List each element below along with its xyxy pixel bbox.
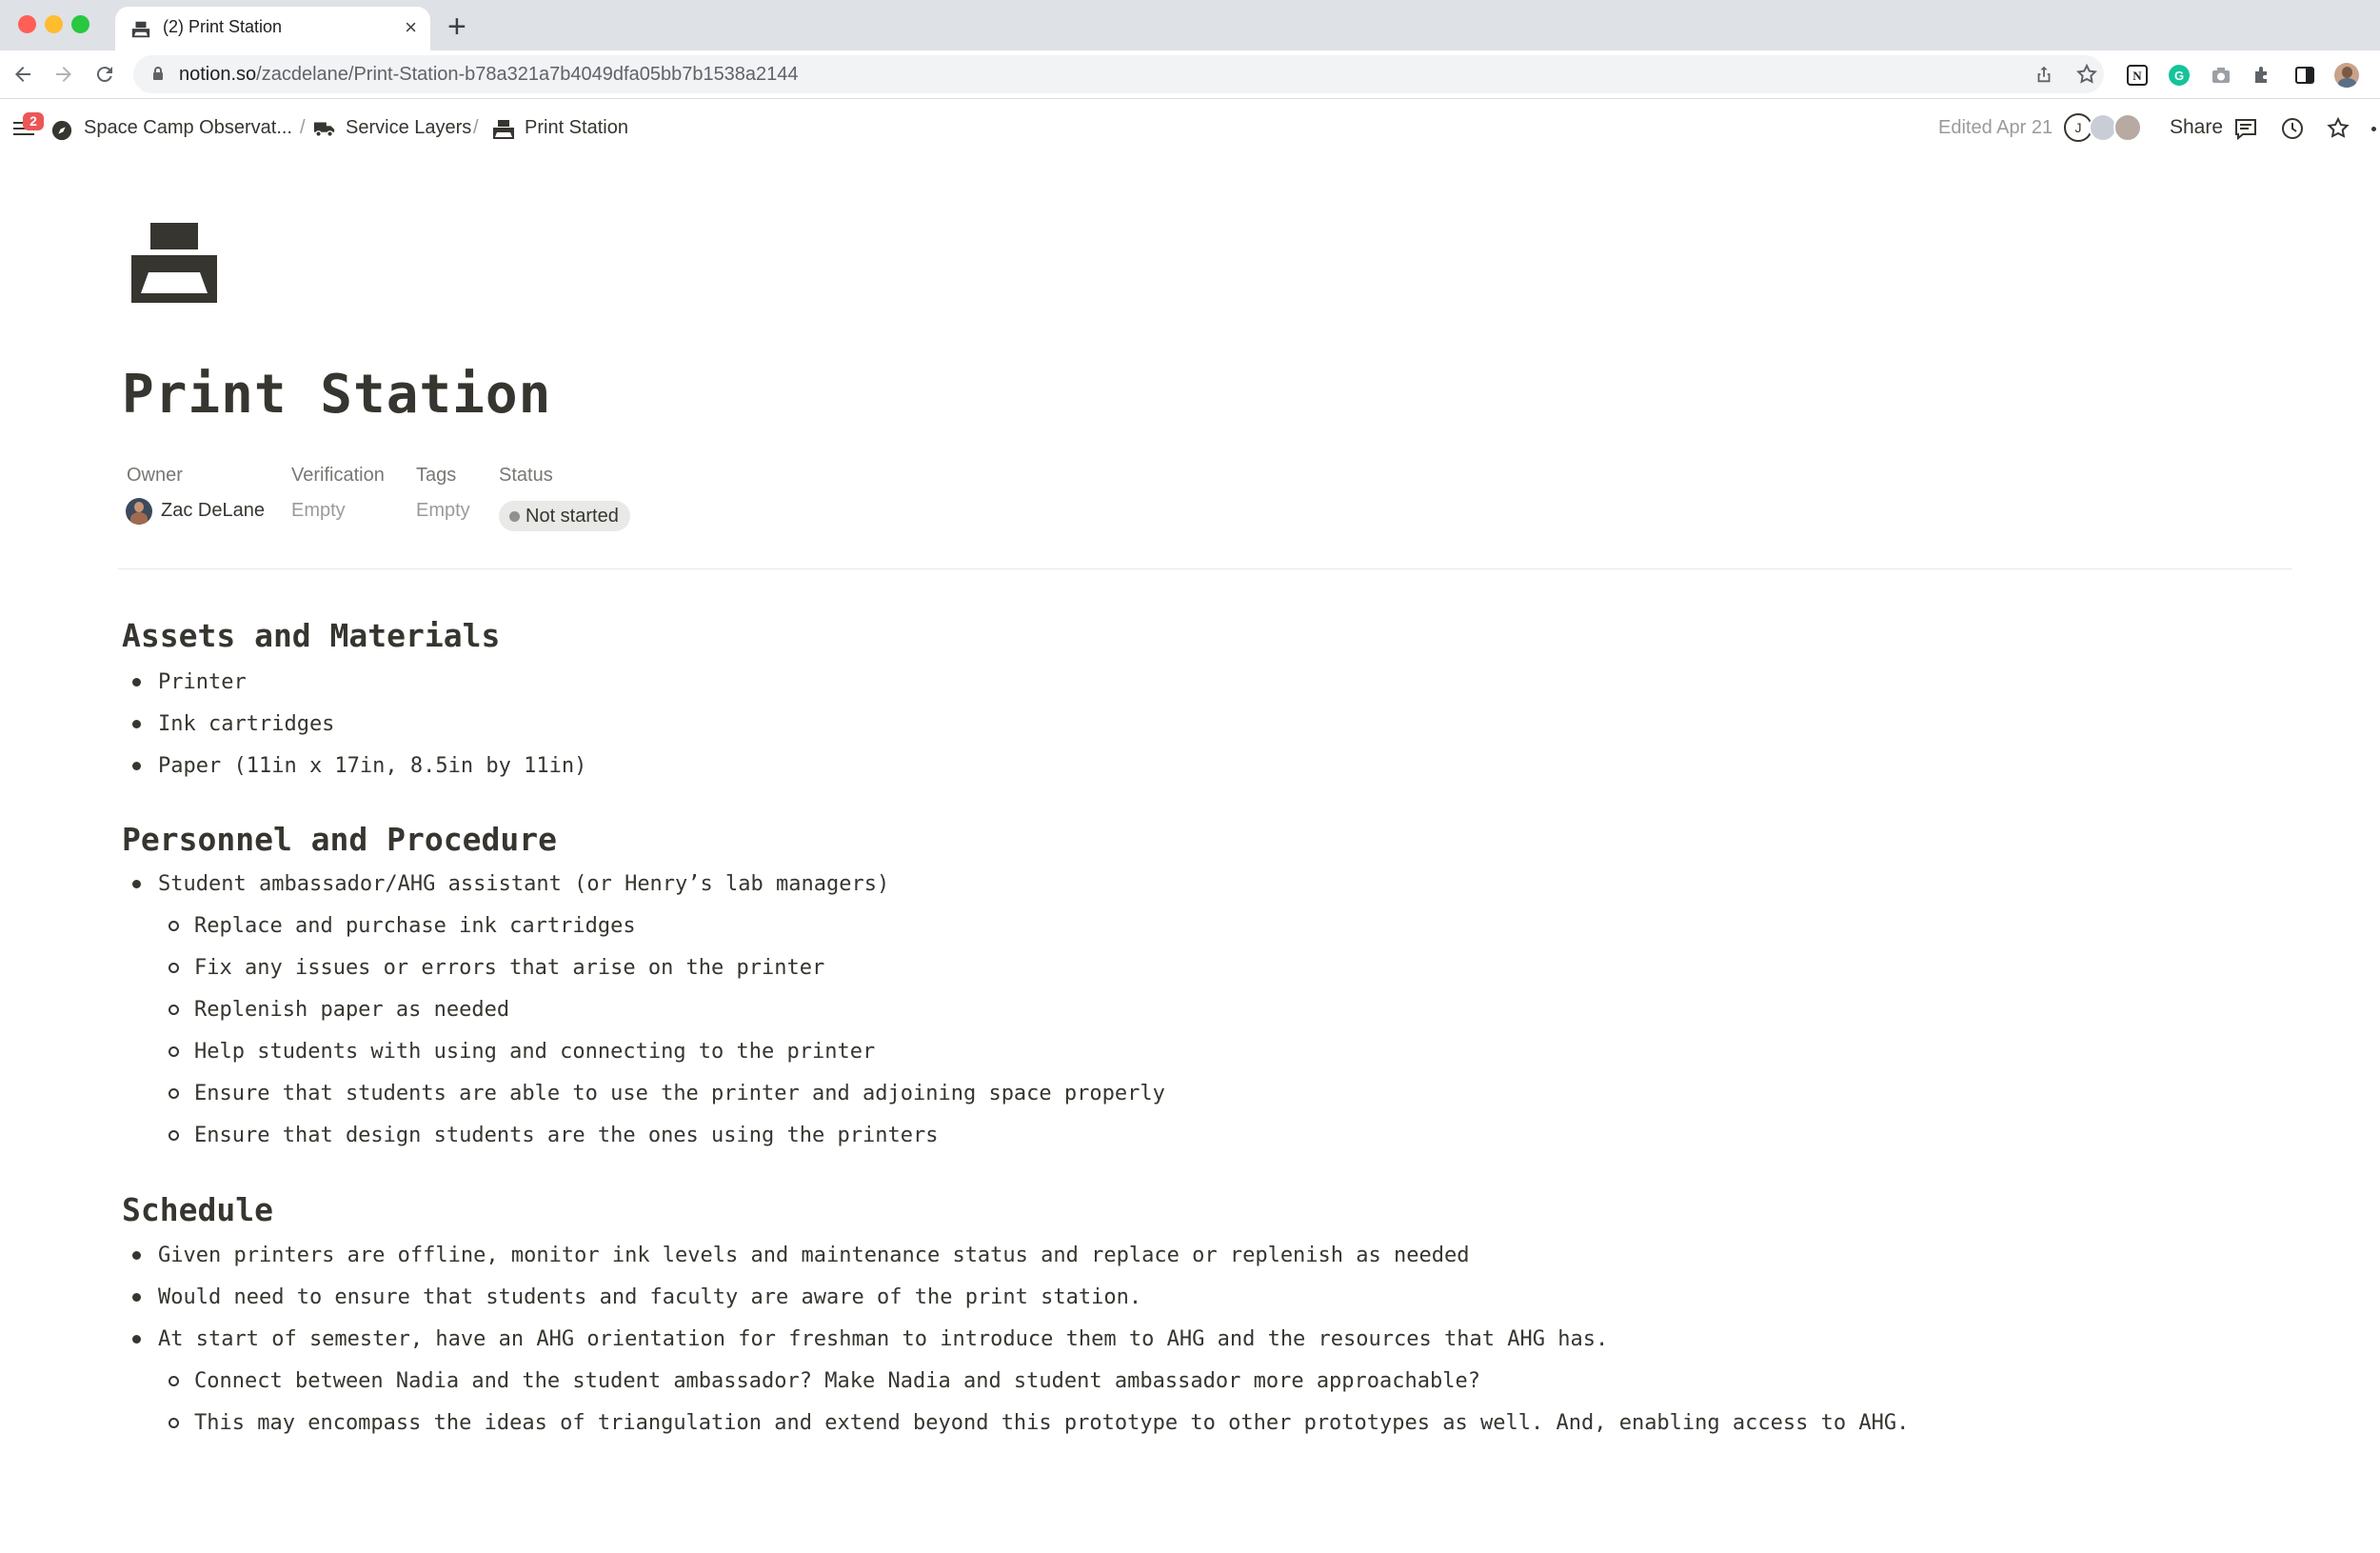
share-page-icon[interactable]	[2033, 64, 2054, 85]
status-value: Not started	[526, 506, 619, 527]
page-printer-icon[interactable]	[129, 221, 219, 305]
printer-icon	[130, 19, 151, 40]
list-item[interactable]: Help students with using and connecting to the printer	[194, 1040, 876, 1064]
list-item[interactable]: Ensure that design students are the ones using the printers	[194, 1124, 939, 1147]
sub-bullet-icon	[169, 1130, 179, 1141]
owner-avatar	[126, 498, 152, 525]
back-arrow-icon[interactable]	[11, 63, 34, 86]
list-item[interactable]: Replenish paper as needed	[194, 998, 510, 1022]
svg-text:N: N	[2132, 69, 2142, 83]
breadcrumb-separator: /	[300, 117, 306, 138]
grammarly-icon[interactable]	[2167, 63, 2192, 88]
forward-arrow-icon[interactable]	[52, 63, 75, 86]
url-text[interactable]	[179, 64, 799, 86]
address-bar[interactable]	[133, 55, 2104, 93]
property-label-tags[interactable]: Tags	[416, 465, 457, 486]
list-item[interactable]: Given printers are offline, monitor ink levels and maintenance status and replace or replenish as needed	[158, 1244, 1470, 1267]
breadcrumb-service-layers[interactable]: Service Layers	[346, 117, 472, 138]
favorite-star-icon[interactable]	[2326, 116, 2350, 141]
window-close-button[interactable]	[18, 15, 36, 33]
list-item[interactable]: Paper (11in x 17in, 8.5in by 11in)	[158, 754, 587, 778]
sub-bullet-icon	[169, 921, 179, 931]
more-options-icon[interactable]	[2371, 127, 2376, 131]
window-minimize-button[interactable]	[45, 15, 63, 33]
bullet-icon	[132, 720, 141, 728]
url-domain: notion.so	[179, 64, 257, 85]
bullet-icon	[132, 678, 141, 687]
section-heading[interactable]: Schedule	[122, 1191, 273, 1228]
status-badge[interactable]	[499, 501, 630, 531]
side-panel-icon[interactable]	[2292, 63, 2317, 88]
sub-bullet-icon	[169, 1088, 179, 1099]
delivery-truck-icon	[313, 118, 336, 139]
sub-bullet-icon	[169, 1005, 179, 1015]
share-button[interactable]: Share	[2170, 116, 2224, 138]
bullet-icon	[132, 1335, 141, 1344]
sub-bullet-icon	[169, 1046, 179, 1057]
list-item[interactable]: This may encompass the ideas of triangulation and extend beyond this prototype to other prototypes as well. And, enabling access to AHG.	[194, 1411, 1910, 1435]
compass-icon	[51, 120, 72, 141]
page-title[interactable]: Print Station	[122, 364, 552, 426]
property-label-owner[interactable]: Owner	[127, 465, 183, 486]
printer-icon	[492, 119, 515, 140]
url-path: /zacdelane/Print-Station-b78a321a7b4049dfa05bb7b1538a2144	[256, 64, 799, 85]
window-maximize-button[interactable]	[71, 15, 89, 33]
reload-icon[interactable]	[93, 63, 116, 86]
bullet-icon	[132, 762, 141, 770]
tab-title: (2) Print Station	[163, 17, 283, 36]
notion-extension-icon[interactable]	[2125, 63, 2150, 88]
property-label-verification[interactable]: Verification	[291, 465, 385, 486]
comment-icon[interactable]	[2233, 116, 2258, 141]
svg-text:G: G	[2173, 69, 2185, 83]
section-heading[interactable]: Personnel and Procedure	[122, 821, 557, 858]
owner-value[interactable]: Zac DeLane	[161, 500, 265, 521]
tab-close-icon[interactable]: ×	[405, 15, 417, 39]
bookmark-star-icon[interactable]	[2075, 63, 2098, 86]
property-label-status[interactable]: Status	[499, 465, 553, 486]
camera-icon[interactable]	[2209, 63, 2233, 88]
verification-value[interactable]: Empty	[291, 500, 346, 521]
browser-tab-active[interactable]	[115, 7, 430, 50]
sub-bullet-icon	[169, 1418, 179, 1428]
list-item[interactable]: Student ambassador/AHG assistant (or Henry’s lab managers)	[158, 872, 890, 896]
notion-topbar	[0, 99, 2380, 158]
collaborator-avatar[interactable]: J	[2064, 113, 2092, 142]
new-tab-button[interactable]: +	[447, 9, 466, 45]
list-item[interactable]: Replace and purchase ink cartridges	[194, 914, 636, 938]
bullet-icon	[132, 1251, 141, 1260]
browser-tab-strip	[0, 0, 2380, 50]
list-item[interactable]: Printer	[158, 670, 247, 694]
status-dot	[509, 511, 520, 522]
breadcrumb-print-station[interactable]: Print Station	[525, 117, 628, 138]
divider	[118, 568, 2292, 569]
list-item[interactable]: Connect between Nadia and the student ambassador? Make Nadia and student ambassador more approachable?	[194, 1369, 1481, 1393]
breadcrumb-workspace[interactable]: Space Camp Observat...	[84, 117, 292, 138]
bullet-icon	[132, 1293, 141, 1302]
history-clock-icon[interactable]	[2280, 116, 2305, 141]
breadcrumb-separator: /	[473, 117, 479, 138]
section-heading[interactable]: Assets and Materials	[122, 617, 501, 654]
notification-badge: 2	[23, 112, 44, 130]
collaborator-avatar[interactable]	[2113, 113, 2142, 142]
extensions-puzzle-icon[interactable]	[2251, 63, 2275, 88]
edited-timestamp: Edited Apr 21	[1938, 117, 2053, 138]
tags-value[interactable]: Empty	[416, 500, 470, 521]
profile-avatar[interactable]	[2334, 63, 2359, 88]
list-item[interactable]: At start of semester, have an AHG orientation for freshman to introduce them to AHG and the resources that AHG has.	[158, 1327, 1609, 1351]
list-item[interactable]: Fix any issues or errors that arise on the printer	[194, 956, 825, 980]
list-item[interactable]: Would need to ensure that students and faculty are aware of the print station.	[158, 1285, 1142, 1309]
browser-toolbar	[0, 50, 2380, 99]
list-item[interactable]: Ink cartridges	[158, 712, 335, 736]
lock-icon	[152, 66, 164, 81]
sub-bullet-icon	[169, 1376, 179, 1386]
list-item[interactable]: Ensure that students are able to use the printer and adjoining space properly	[194, 1082, 1165, 1105]
bullet-icon	[132, 880, 141, 888]
sub-bullet-icon	[169, 963, 179, 973]
